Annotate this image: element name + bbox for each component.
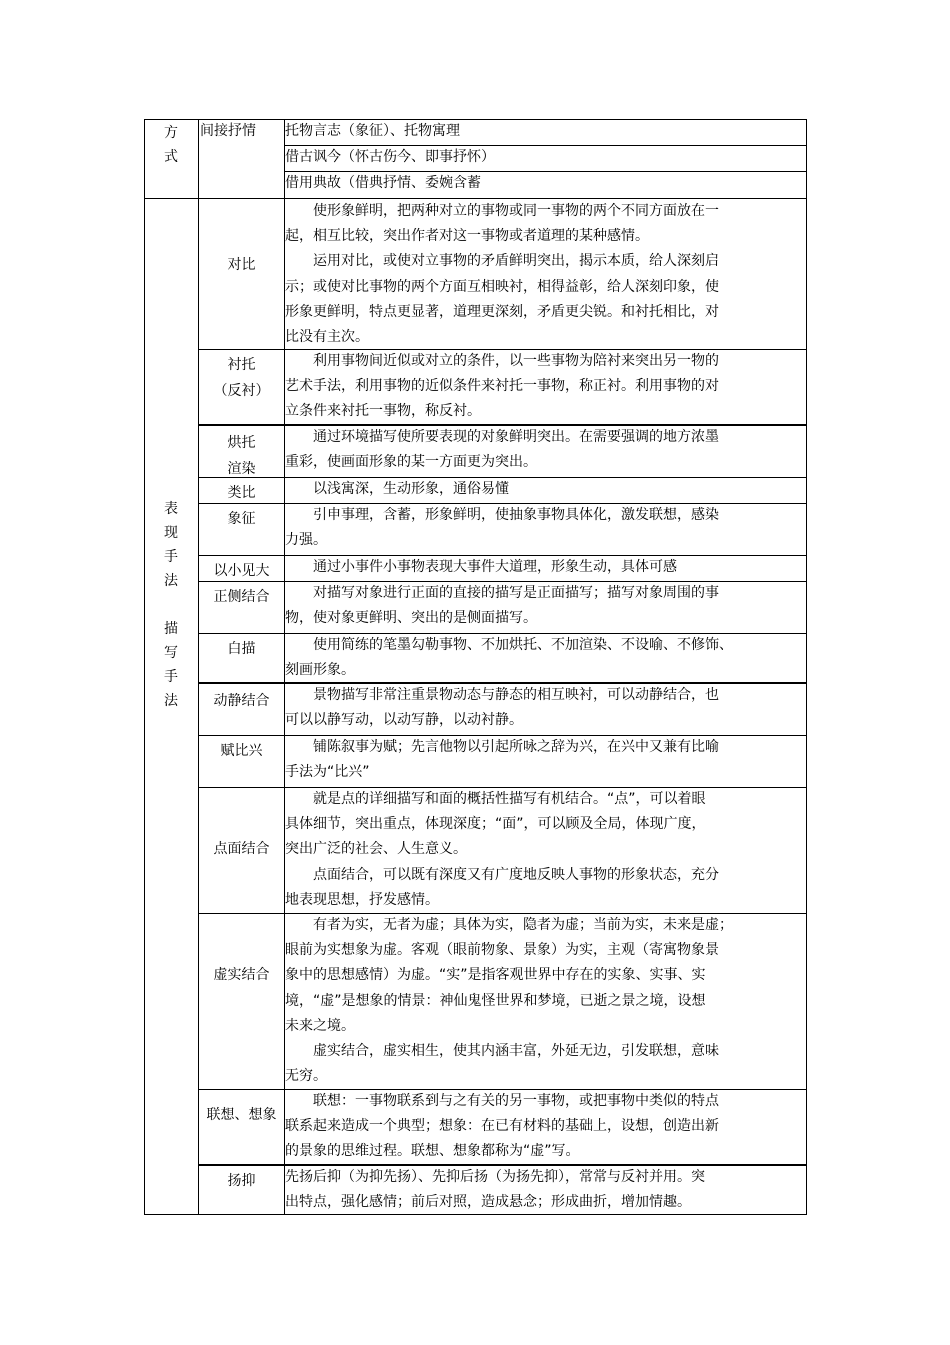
technique-description-line: 通过环境描写使所要表现的对象鲜明突出。在需要强调的地方浓墨 [285,429,719,445]
technique-description-line: 以浅寓深，生动形象，通俗易懂 [285,481,509,497]
technique-description-line: 出特点，强化感情；前后对照，造成悬念；形成曲折，增加情趣。 [285,1194,691,1211]
technique-description-line: 地表现思想，抒发感情。 [285,891,439,908]
category-char: 法 [164,693,178,709]
technique-description-line: 重彩，使画面形象的某一方面更为突出。 [285,454,537,471]
technique-description-line: 刻画形象。 [285,662,355,679]
technique-description-line: 手法为“比兴” [285,764,370,781]
technique-name [199,353,284,404]
technique-name [199,689,284,715]
technique-name-line: 衬托 [227,357,256,373]
technique-name [199,1103,284,1129]
technique-name-line: 扬抑 [227,1173,256,1189]
technique-description-line: 具体细节，突出重点，体现深度；“面”，可以顾及全局，体现广度， [285,816,706,833]
category-char: 手 [164,669,178,685]
technique-name-line: 类比 [227,485,256,501]
col-divider-1 [198,119,199,1214]
technique-description-line: 可以以静写动，以动写静，以动衬静。 [285,712,523,729]
technique-description-line: 起，相互比较，突出作者对这一事物或者道理的某种感情。 [285,228,649,245]
category-char: 法 [164,573,178,589]
technique-name-line: 虚实结合 [213,967,270,983]
category-fangshi [144,121,198,169]
technique-name-line: 正侧结合 [213,589,270,605]
technique-name-line: 赋比兴 [220,743,263,759]
technique-description-line: 利用事物间近似或对立的条件，以一些事物为陪衬来突出另一物的 [285,353,719,369]
technique-name [199,253,284,279]
technique-name [199,507,284,533]
technique-description-line: 使用简练的笔墨勾勒事物、不加烘托、不加渲染、不设喻、不修饰、 [285,637,733,653]
technique-description-line: 形象更鲜明，特点更显著，道理更深刻，矛盾更尖锐。和衬托相比，对 [285,303,719,320]
technique-description-line: 点面结合，可以既有深度又有广度地反映人事物的形象状态，充分 [285,866,719,883]
technique-description-line: 通过小事件小事物表现大事件大道理，形象生动，具体可感 [285,559,677,575]
technique-name-line: 联想、想象 [206,1107,277,1123]
category-gap [144,593,198,617]
technique-description-line: 立条件来衬托一事物，称反衬。 [285,403,481,420]
method-item: 借用典故（借典抒情、委婉含蓄 [285,175,481,191]
category-char: 式 [164,149,178,165]
technique-description-line: 就是点的详细描写和面的概括性描写有机结合。“点”，可以着眼 [285,791,706,807]
technique-description-line: 示；或使对比事物的两个方面互相映衬，相得益彰，给人深刻印象，使 [285,278,719,295]
technique-description-line: 引申事理，含蓄，形象鲜明，使抽象事物具体化，激发联想，感染 [285,507,719,523]
technique-description-line: 比没有主次。 [285,329,369,345]
technique-description-line: 使形象鲜明，把两种对立的事物或同一事物的两个不同方面放在一 [285,203,719,219]
method-item: 托物言志（象征）、托物寓理 [285,123,460,139]
technique-description-line: 铺陈叙事为赋；先言他物以引起所咏之辞为兴，在兴中又兼有比喻 [285,739,719,755]
technique-description-line: 无穷。 [285,1068,327,1085]
technique-name-line: （反衬） [213,382,270,399]
technique-name-line: 象征 [227,511,256,527]
technique-description-line: 景物描写非常注重景物动态与静态的相互映衬，可以动静结合，也 [285,687,719,703]
technique-name-line: 点面结合 [213,841,270,857]
technique-description-line: 物，使对象更鲜明、突出的是侧面描写。 [285,610,537,627]
table-border-right [806,119,807,1214]
technique-description-line: 眼前为实想象为虚。客观（眼前物象、景象）为实，主观（寄寓物象景 [285,942,719,959]
category-char: 描 [164,621,178,637]
technique-name-line: 动静结合 [213,693,270,709]
technique-name-line: 白描 [227,641,256,657]
technique-name [199,837,284,863]
technique-description-line: 象中的思想感情）为虚。“实”是指客观世界中存在的实象、实事、实 [285,967,706,984]
category-char: 表 [164,501,178,517]
technique-description-line: 突出广泛的社会、人生意义。 [285,841,467,858]
technique-description-line: 有者为实，无者为虚；具体为实，隐者为虚；当前为实，未来是虚； [285,917,733,933]
method-name: 间接抒情 [200,123,256,139]
technique-description-line: 先扬后抑（为抑先扬）、先抑后扬（为扬先抑），常常与反衬并用。突 [285,1169,705,1185]
technique-description-line: 未来之境。 [285,1017,355,1034]
technique-name [199,637,284,663]
technique-description-line: 对描写对象进行正面的直接的描写是正面描写；描写对象周围的事 [285,585,719,601]
technique-description-line: 虚实结合，虚实相生，使其内涵丰富，外延无边，引发联想，意味 [285,1043,719,1059]
technique-name-line: 以小见大 [213,563,270,579]
technique-name [199,739,284,765]
technique-name [199,963,284,989]
methods-table [144,119,807,1214]
technique-name [199,559,284,585]
technique-name-line: 烘托 [227,435,256,451]
category-char: 写 [164,645,178,661]
category-char: 方 [164,125,178,141]
technique-description-line: 运用对比，或使对立事物的矛盾鲜明突出，揭示本质，给人深刻启 [285,253,719,270]
technique-description-line: 力强。 [285,532,327,549]
technique-description-line: 联系起来造成一个典型；想象：在已有材料的基础上，设想，创造出新 [285,1118,719,1135]
technique-name-line: 渲染 [227,460,256,477]
technique-name [199,1169,284,1195]
technique-name-line: 对比 [227,257,256,273]
technique-description-line: 的景象的思维过程。联想、想象都称为“虚”写。 [285,1143,580,1160]
category-biaoxian-miaoxie [144,497,198,713]
category-char: 现 [164,525,178,541]
technique-description-line: 艺术手法，利用事物的近似条件来衬托一事物，称正衬。利用事物的对 [285,378,719,395]
category-char: 手 [164,549,178,565]
technique-name [199,431,284,482]
technique-name [199,481,284,507]
method-item: 借古讽今（怀古伤今、即事抒怀） [285,149,495,165]
technique-name [199,585,284,611]
technique-description-line: 联想：一事物联系到与之有关的另一事物，或把事物中类似的特点 [285,1093,719,1109]
technique-description-line: 境，“虚”是想象的情景：神仙鬼怪世界和梦境，已逝之景之境，设想 [285,992,706,1009]
